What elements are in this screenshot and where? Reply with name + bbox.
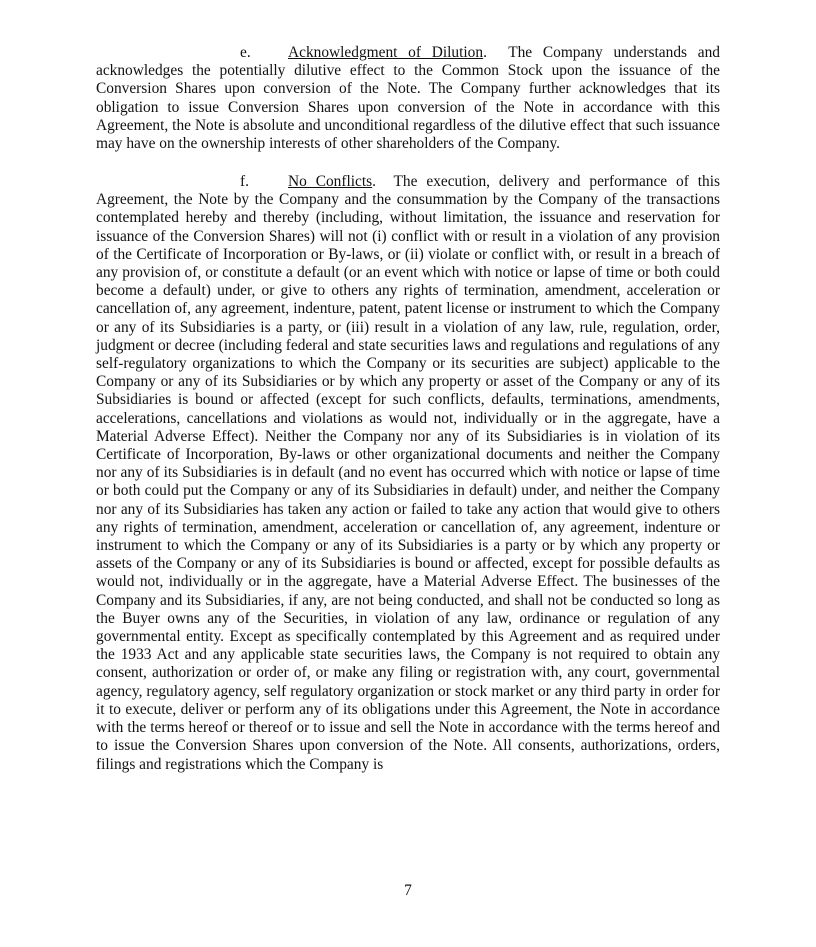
section-body: The Company understands and acknowledges the potentially dilutive effect to the Common Stock upon the issuance of the Conversion Shares upon conversion of the Note. The Company further acknowledges that its obligation to issue Conversion Shares upon conversion of the Note in accordance with this Agreement, the Note is absolute and unconditional regardless of the dilutive effect that such issuance may have on the ownership interests of other shareholders of the Company. [96,44,720,153]
section-body: The execution, delivery and performance of this Agreement, the Note by the Company and the consummation by the Company of the transactions contemplated hereby and thereby (including, without limitation, the issuance and reservation for issuance of the Conversion Shares) will not (i) conflict with or result in a violation of any provision of the Certificate of Incorporation or By-laws, or (ii) violate or conflict with, or result in a breach of any provision of, or constitute a default (or an event which with notice or lapse of time or both could become a default) under, or give to others any rights of termination, amendment, acceleration or cancellation of, any agreement, indenture, patent, patent license or instrument to which the Company or any of its Subsidiaries is a party, or (iii) result in a violation of any law, rule, regulation, order, judgment or decree (including federal and state securities laws and regulations and regulations of any self-regulatory organizations to which the Company or its securities are subject) applicable to the Company or any of its Subsidiaries or by which any property or asset of the Company or any of its Subsidiaries is bound or affected (except for such conflicts, defaults, terminations, amendments, accelerations, cancellations and violations as would not, individually or in the aggregate, have a Material Adverse Effect). Neither the Company nor any of its Subsidiaries is in violation of its Certificate of Incorporation, By-laws or other organizational documents and neither the Company nor any of its Subsidiaries is in default (and no event has occurred which with notice or lapse of time or both could put the Company or any of its Subsidiaries in default) under, and neither the Company nor any of its Subsidiaries has taken any action or failed to take any action that would give to others any rights of termination, amendment, acceleration or cancellation of, any agreement, indenture or instrument to which the Company or any of its Subsidiaries is a party or by which any property or assets of the Company or any of its Subsidiaries is bound or affected, except for possible defaults as would not, individually or in the aggregate, have a Material Adverse Effect. The businesses of the Company and its Subsidiaries, if any, are not being conducted, and shall not be conducted so long as the Buyer owns any of the Securities, in violation of any law, ordinance or regulation of any governmental entity. Except as specifically contemplated by this Agreement and as required under the 1933 Act and any applicable state securities laws, the Company is not required to obtain any consent, authorization or order of, or make any filing or registration with, any court, governmental agency, regulatory agency, self regulatory organization or stock market or any third party in order for it to execute, deliver or perform any of its obligations under this Agreement, the Note in accordance with the terms hereof or thereof or to issue and sell the Note in accordance with the terms hereof and to issue the Conversion Shares upon conversion of the Note. All consents, authorizations, orders, filings and registrations which the Company is [96,173,720,773]
page-number: 7 [404,882,412,899]
section-acknowledgment-of-dilution [96,44,720,153]
section-heading: Acknowledgment of Dilution [288,44,484,61]
section-marker: e. [240,44,251,61]
section-marker: f. [240,173,249,190]
heading-punctuation: . [372,173,376,190]
section-heading: No Conflicts [288,173,373,190]
section-no-conflicts [96,173,720,774]
heading-punctuation: . [483,44,487,61]
